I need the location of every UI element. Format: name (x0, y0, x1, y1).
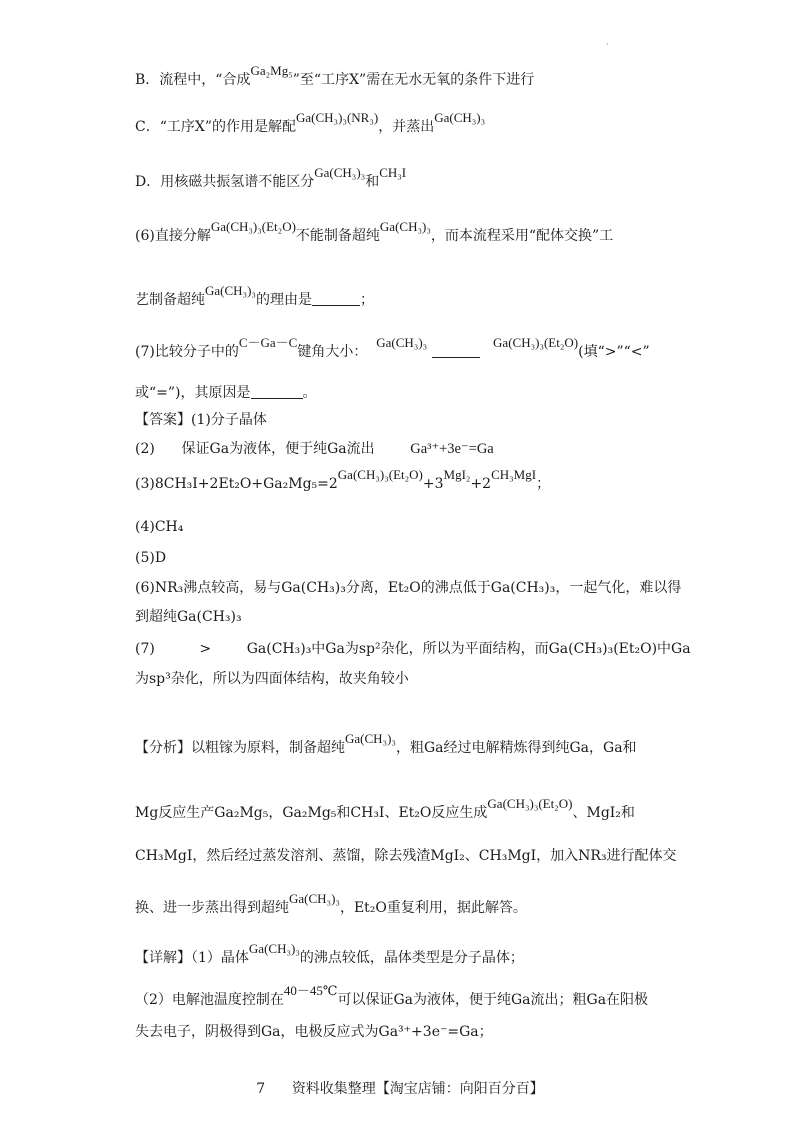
q7-bond: C－Ga－C (238, 335, 298, 350)
analysis-line-1 (135, 731, 670, 758)
detail-line-1-text: 【详解】（1）晶体 (135, 950, 249, 966)
option-c (135, 110, 670, 137)
analysis-formula-4: Ga(CH₃)₃ (289, 891, 340, 906)
q6-line2-end: ； (359, 292, 374, 308)
answer-7-reason: Ga(CH₃)₃中Ga为sp²杂化，所以为平面结构，而Ga(CH₃)₃(Et₂O)中Ga (246, 641, 691, 657)
analysis-line-2-text: Mg反应生产Ga₂Mg₅，Ga₂Mg₅和CH₃I、Et₂O反应生成 (135, 805, 488, 821)
detail-formula-1: Ga(CH₃)₃ (248, 941, 300, 956)
option-b-text: B．流程中，“合成 (135, 72, 251, 88)
q6-line2-text-mid: 的理由是 (255, 292, 312, 308)
answer-2-text: 保证Ga为液体，便于纯Ga流出 (181, 441, 375, 457)
option-b-text-end: ”至“工序X”需在无水无氧的条件下进行 (292, 72, 535, 88)
option-c-text: C．“工序X”的作用是解配 (135, 119, 296, 135)
q7-text: (7)比较分子中的 (135, 344, 239, 360)
detail-line-3: 失去电子，阴极得到Ga，电极反应式为Ga³⁺+3e⁻=Ga； (135, 1024, 493, 1040)
analysis-line-1-end: ，粗Ga经过电解精炼得到纯Ga，Ga和 (395, 740, 637, 756)
q6-text-mid: 不能制备超纯 (295, 228, 380, 244)
option-b-formula: Ga₂Mg₅ (250, 63, 293, 78)
page-footer (0, 1078, 800, 1098)
detail-line-2-text: （2）电解池温度控制在 (135, 992, 284, 1008)
question-7-line-1 (135, 335, 670, 362)
detail-line-1-end: 的沸点较低，晶体类型是分子晶体； (299, 950, 524, 966)
q7-answer-blank (432, 343, 480, 358)
analysis-line-2-end: 、MgI₂和 (572, 805, 635, 821)
answer-3-formula-3: CH₃MgI (491, 467, 537, 482)
answer-6-line-1: (6)NR₃沸点较高，易与Ga(CH₃)₃分离，Et₂O的沸点低于Ga(CH₃)₃，一起气化，难以得 (135, 580, 682, 596)
answer-7-sign: > (199, 641, 212, 657)
detail-line-2-end: 可以保证Ga为液体，便于纯Ga流出；粗Ga在阳极 (337, 992, 649, 1008)
analysis-formula-1: Ga(CH₃)₃ (345, 731, 396, 746)
question-6-line-1 (135, 219, 670, 246)
answer-7-line-1 (135, 639, 691, 659)
page-number: 7 (256, 1081, 266, 1097)
question-7-line-2 (135, 383, 670, 403)
answer-3-plus-2: +2 (470, 476, 492, 492)
analysis-line-4-text: 换、进一步蒸出得到超纯 (135, 900, 289, 916)
option-c-formula-2: Ga(CH₃)₃ (434, 110, 486, 125)
q6-formula-1: Ga(CH₃)₃(Et₂O) (210, 219, 296, 234)
option-d-text: D．用核磁共振氢谱不能区分 (135, 174, 315, 190)
option-c-formula-1: Ga(CH₃)₃(NR₃) (296, 110, 379, 125)
q7-text-end: (填“>”“<” (578, 344, 650, 360)
option-d-formula-1: Ga(CH₃)₃ (314, 165, 366, 180)
answer-3-plus-1: +3 (422, 476, 444, 492)
option-c-text-mid: ，并蒸出 (378, 119, 435, 135)
answer-2-num: (2) (135, 441, 155, 457)
answer-3 (135, 467, 670, 494)
option-d-formula-2: CH₃I (379, 165, 407, 180)
answer-3-formula-2: MgI₂ (443, 467, 471, 482)
analysis-line-4 (135, 891, 670, 918)
q7-formula-1: Ga(CH₃)₃ (376, 335, 428, 350)
answer-7-num: (7) (135, 641, 155, 657)
analysis-formula-2: Ga(CH₃)₃(Et₂O) (487, 796, 573, 811)
footer-text: 资料收集整理【淘宝店铺：向阳百分百】 (291, 1081, 544, 1097)
page-dot: · (606, 40, 609, 49)
question-6-line-2 (135, 283, 670, 310)
q6-text-end: ，而本流程采用“配体交换”工 (430, 228, 614, 244)
answer-3-formula-1: Ga(CH₃)₃(Et₂O) (337, 467, 423, 482)
q6-answer-blank (312, 291, 360, 306)
q7-text-mid: 键角大小： (297, 344, 368, 360)
detail-temperature: 40－45℃ (283, 983, 338, 998)
option-b (135, 63, 670, 90)
answer-1: 【答案】(1)分子晶体 (135, 412, 267, 428)
q6-line2-text: 艺制备超纯 (135, 292, 205, 308)
q7-reason-blank (251, 384, 303, 399)
analysis-line-4-end: ，Et₂O重复利用，据此解答。 (339, 900, 527, 916)
q7-line2-text: 或“=”)，其原因是 (135, 385, 251, 401)
analysis-line-2 (135, 796, 670, 823)
option-d-text-mid: 和 (365, 174, 380, 190)
answer-2 (135, 439, 670, 459)
answer-6-line-2: 到超纯Ga(CH₃)₃ (135, 609, 242, 625)
analysis-line-1-text: 【分析】以粗镓为原料，制备超纯 (135, 740, 345, 756)
q7-line2-end: 。 (302, 385, 317, 401)
detail-line-2 (135, 983, 670, 1010)
option-d (135, 165, 670, 192)
answer-5: (5)D (135, 550, 167, 566)
answer-7-line-2: 为sp³杂化，所以为四面体结构，故夹角较小 (135, 671, 409, 687)
q6-text: (6)直接分解 (135, 228, 211, 244)
answer-4: (4)CH₄ (135, 519, 184, 535)
q6-line2-formula: Ga(CH₃)₃ (205, 283, 256, 298)
detail-line-1 (135, 941, 670, 968)
q6-formula-2: Ga(CH₃)₃ (379, 219, 431, 234)
q7-formula-2: Ga(CH₃)₃(Et₂O) (493, 335, 579, 350)
answer-3-end: ； (536, 476, 551, 492)
answer-3-text: (3)8CH₃I+2Et₂O+Ga₂Mg₅=2 (135, 476, 338, 492)
analysis-line-3: CH₃MgI，然后经过蒸发溶剂、蒸馏，除去残渣MgI₂、CH₃MgI，加入NR₃进行配体交 (135, 848, 677, 864)
answer-2-equation: Ga³⁺+3e⁻=Ga (410, 441, 494, 457)
